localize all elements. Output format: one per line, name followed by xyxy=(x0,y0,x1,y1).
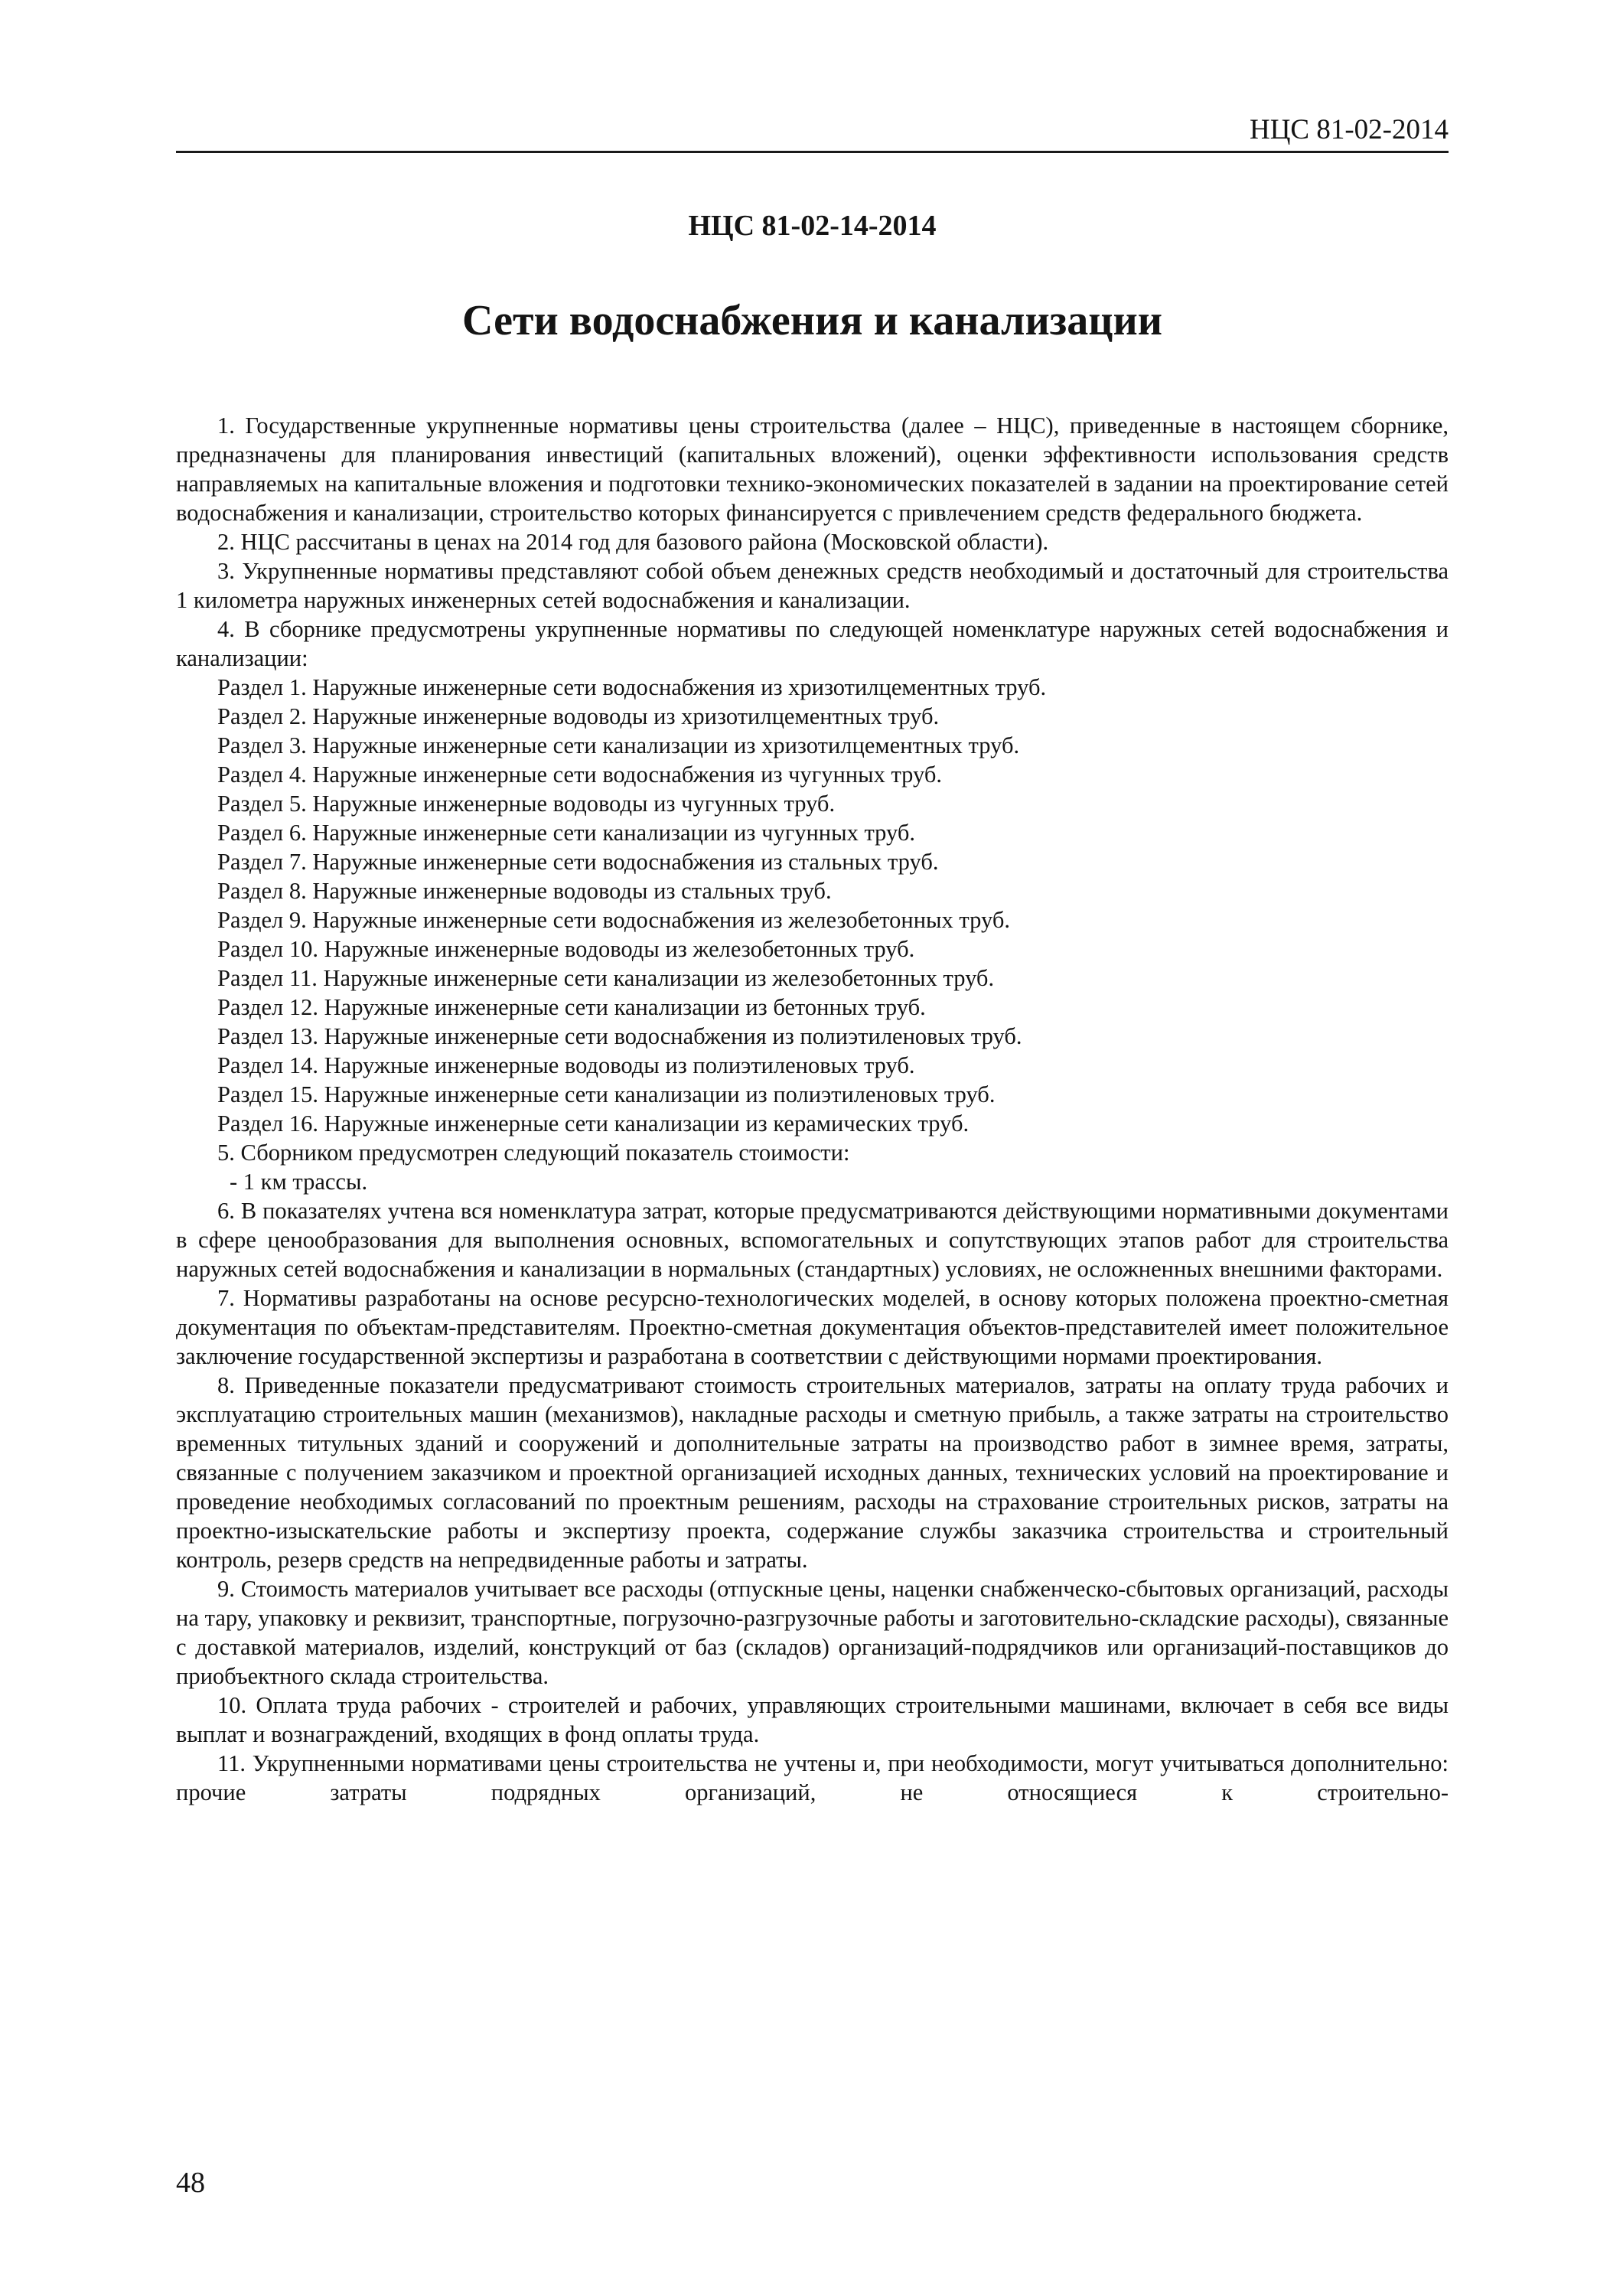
paragraph-11: 11. Укрупненными нормативами цены строительства не учтены и, при необходимости, могут учитываться дополнительно: прочие затраты подрядных организаций, не относящиеся к строительно- xyxy=(176,1750,1449,1805)
section-list xyxy=(176,673,1449,1138)
section-item: Раздел 1. Наружные инженерные сети водоснабжения из хризотилцементных труб. xyxy=(217,674,1047,700)
header-rule xyxy=(176,151,1449,153)
cost-indicator-item: - 1 км трассы. xyxy=(230,1169,368,1195)
section-item: Раздел 15. Наружные инженерные сети канализации из полиэтиленовых труб. xyxy=(217,1081,996,1107)
paragraph-4: 4. В сборнике предусмотрены укрупненные нормативы по следующей номенклатуре наружных сетей водоснабжения и канализации: xyxy=(176,616,1449,671)
section-item: Раздел 6. Наружные инженерные сети канализации из чугунных труб. xyxy=(217,820,916,846)
page-number: 48 xyxy=(176,2167,205,2199)
paragraph-6: 6. В показателях учтена вся номенклатура затрат, которые предусматриваются действующими нормативными документами в сфере ценообразования для выполнения основных, вспомогательных и сопутствующих этапов работ для строительства наружных сетей водоснабжения и канализации в нормальных (стандартных) условиях, не осложненных внешними факторами. xyxy=(176,1198,1449,1282)
section-item: Раздел 14. Наружные инженерные водоводы из полиэтиленовых труб. xyxy=(217,1052,915,1078)
section-item: Раздел 10. Наружные инженерные водоводы из железобетонных труб. xyxy=(217,936,915,962)
section-item: Раздел 2. Наружные инженерные водоводы из хризотилцементных труб. xyxy=(217,703,940,729)
section-item: Раздел 13. Наружные инженерные сети водоснабжения из полиэтиленовых труб. xyxy=(217,1023,1022,1049)
section-item: Раздел 7. Наружные инженерные сети водоснабжения из стальных труб. xyxy=(217,849,939,875)
paragraph-8: 8. Приведенные показатели предусматривают стоимость строительных материалов, затраты на оплату труда рабочих и эксплуатацию строительных машин (механизмов), накладные расходы и сметную прибыль, а также затраты на строительство временных титульных зданий и сооружений и дополнительные затраты на производство работ в зимнее время, затраты, связанные с получением заказчиком и проектной организацией исходных данных, технических условий на проектирование и проведение необходимых согласований по проектным решениям, расходы на страхование строительных рисков, затраты на проектно-изыскательские работы и экспертизу проекта, содержание службы заказчика строительства и строительный контроль, резерв средств на непредвиденные работы и затраты. xyxy=(176,1372,1449,1573)
paragraph-9: 9. Стоимость материалов учитывает все расходы (отпускные цены, наценки снабженческо-сбытовых организаций, расходы на тару, упаковку и реквизит, транспортные, погрузочно-разгрузочные работы и заготовительно-складские расходы), связанные с доставкой материалов, изделий, конструкций от баз (складов) организаций-подрядчиков или организаций-поставщиков до приобъектного склада строительства. xyxy=(176,1576,1449,1689)
paragraph-7: 7. Нормативы разработаны на основе ресурсно-технологических моделей, в основу которых положена проектно-сметная документация по объектам-представителям. Проектно-сметная документация объектов-представителей имеет положительное заключение государственной экспертизы и разработана в соответствии с действующими нормами проектирования. xyxy=(176,1285,1449,1369)
section-item: Раздел 8. Наружные инженерные водоводы из стальных труб. xyxy=(217,878,832,904)
section-item: Раздел 5. Наружные инженерные водоводы из чугунных труб. xyxy=(217,791,836,817)
section-item: Раздел 11. Наружные инженерные сети канализации из железобетонных труб. xyxy=(217,965,995,991)
paragraph-3: 3. Укрупненные нормативы представляют собой объем денежных средств необходимый и достаточный для строительства 1 километра наружных инженерных сетей водоснабжения и канализации. xyxy=(176,558,1449,613)
body-text xyxy=(176,411,1449,1807)
document-code: НЦС 81-02-14-2014 xyxy=(688,210,937,242)
section-item: Раздел 3. Наружные инженерные сети канализации из хризотилцементных труб. xyxy=(217,732,1020,758)
section-item: Раздел 16. Наружные инженерные сети канализации из керамических труб. xyxy=(217,1110,970,1137)
paragraph-1: 1. Государственные укрупненные нормативы цены строительства (далее – НЦС), приведенные в настоящем сборнике, предназначены для планирования инвестиций (капитальных вложений), оценки эффективности использования средств направляемых на капитальные вложения и подготовки технико-экономических показателей в задании на проектирование сетей водоснабжения и канализации, строительство которых финансируется с привлечением средств федерального бюджета. xyxy=(176,413,1449,526)
section-item: Раздел 4. Наружные инженерные сети водоснабжения из чугунных труб. xyxy=(217,762,943,788)
paragraph-10: 10. Оплата труда рабочих - строителей и рабочих, управляющих строительными машинами, включает в себя все виды выплат и вознаграждений, входящих в фонд оплаты труда. xyxy=(176,1692,1449,1747)
paragraph-5: 5. Сборником предусмотрен следующий показатель стоимости: xyxy=(217,1140,850,1166)
section-item: Раздел 9. Наружные инженерные сети водоснабжения из железобетонных труб. xyxy=(217,907,1010,933)
section-item: Раздел 12. Наружные инженерные сети канализации из бетонных труб. xyxy=(217,994,926,1020)
document-title: Сети водоснабжения и канализации xyxy=(461,297,1163,344)
paragraph-2: 2. НЦС рассчитаны в ценах на 2014 год для базового района (Московской области). xyxy=(217,529,1049,555)
running-header: НЦС 81-02-2014 xyxy=(1249,114,1449,145)
